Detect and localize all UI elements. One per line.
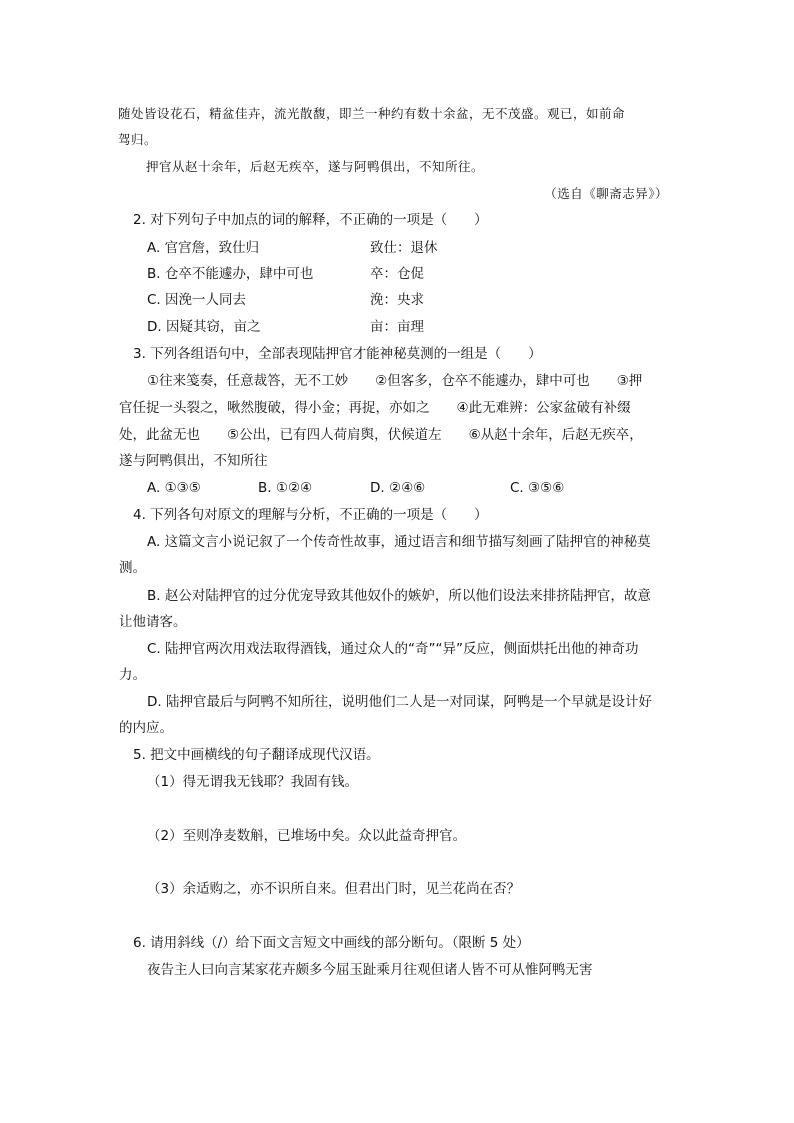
q3-option-a: A. ①③⑤ xyxy=(147,480,201,496)
q3-option-b: B. ①②④ xyxy=(258,480,313,496)
question-5-stem: 5. 把文中画横线的句子翻译成现代汉语。 xyxy=(133,747,380,763)
q4-option-a: A. 这篇文言小说记叙了一个传奇性故事，通过语言和细节描写刻画了陆押官的神秘莫 xyxy=(147,534,651,550)
q4-option-a-cont: 测。 xyxy=(119,560,146,576)
q5-sentence-2: （2）至则净麦数斛，已堆场中矣。众以此益奇押官。 xyxy=(147,828,467,844)
q6-text: 夜告主人曰向言某家花卉颇多今屈玉趾乘月往观但诸人皆不可从惟阿鸭无害 xyxy=(147,962,593,978)
q2-gloss-c: 浼：央求 xyxy=(370,292,424,308)
question-6-stem: 6. 请用斜线（/）给下面文言短文中画线的部分断句。（限断 5 处） xyxy=(133,935,530,951)
q3-option-c: C. ③⑤⑥ xyxy=(510,480,565,496)
q4-option-b-cont: 让他请客。 xyxy=(119,614,187,630)
passage-source: （选自《聊斋志异》） xyxy=(544,186,668,201)
q3-body-line: ①往来笺奏，任意裁答，无不工妙 ②但客多，仓卒不能遽办，肆中可也 ③押 xyxy=(147,373,643,389)
question-4-stem: 4. 下列各句对原文的理解与分析，不正确的一项是（ ） xyxy=(133,507,488,523)
q4-option-d-cont: 的内应。 xyxy=(119,720,173,736)
q5-sentence-1: （1）得无谓我无钱耶？我固有钱。 xyxy=(147,774,359,790)
q2-option-b: B. 仓卒不能遽办，肆中可也 xyxy=(147,266,314,282)
q3-body-line: 遂与阿鸭俱出，不知所往 xyxy=(119,453,268,469)
question-3-stem: 3. 下列各组语句中，全部表现陆押官才能神秘莫测的一组是（ ） xyxy=(133,346,542,362)
q3-body-line: 处，此盆无也 ⑤公出，已有四人荷肩舆，伏候道左 ⑥从赵十余年，后赵无疾卒， xyxy=(119,427,643,443)
q5-sentence-3: （3）余适购之，亦不识所自来。但君出门时，见兰花尚在否？ xyxy=(147,881,521,897)
q3-option-d: D. ②④⑥ xyxy=(370,480,426,496)
q2-gloss-b: 卒：仓促 xyxy=(370,266,424,282)
q2-option-d: D. 因疑其窃，亩之 xyxy=(147,319,261,335)
q2-gloss-d: 亩：亩理 xyxy=(370,319,424,335)
q2-gloss-a: 致仕：退休 xyxy=(370,240,438,256)
passage-line: 驾归。 xyxy=(118,132,158,147)
passage-line: 随处皆设花石，精盆佳卉，流光散馥，即兰一种约有数十余盆，无不茂盛。观已，如前命 xyxy=(118,106,626,121)
q2-option-a: A. 官宫詹，致仕归 xyxy=(147,240,260,256)
q2-option-c: C. 因浼一人同去 xyxy=(147,292,247,308)
q4-option-c-cont: 力。 xyxy=(119,667,146,683)
q4-option-b: B. 赵公对陆押官的过分优宠导致其他奴仆的嫉妒，所以他们设法来排挤陆押官，故意 xyxy=(147,588,651,604)
question-2-stem: 2. 对下列句子中加点的词的解释，不正确的一项是（ ） xyxy=(133,212,488,228)
q4-option-c: C. 陆押官两次用戏法取得酒钱，通过众人的“奇”“异”反应，侧面烘托出他的神奇功 xyxy=(147,641,639,657)
q3-body-line: 官任捉一头裂之，啾然腹破，得小金；再捉，亦如之 ④此无难辨：公家盆破有补缀 xyxy=(119,400,631,416)
passage-line: 押官从赵十余年，后赵无疾卒，遂与阿鸭俱出，不知所往。 xyxy=(146,159,485,174)
q4-option-d: D. 陆押官最后与阿鸭不知所往，说明他们二人是一对同谋，阿鸭是一个早就是设计好 xyxy=(147,694,652,710)
